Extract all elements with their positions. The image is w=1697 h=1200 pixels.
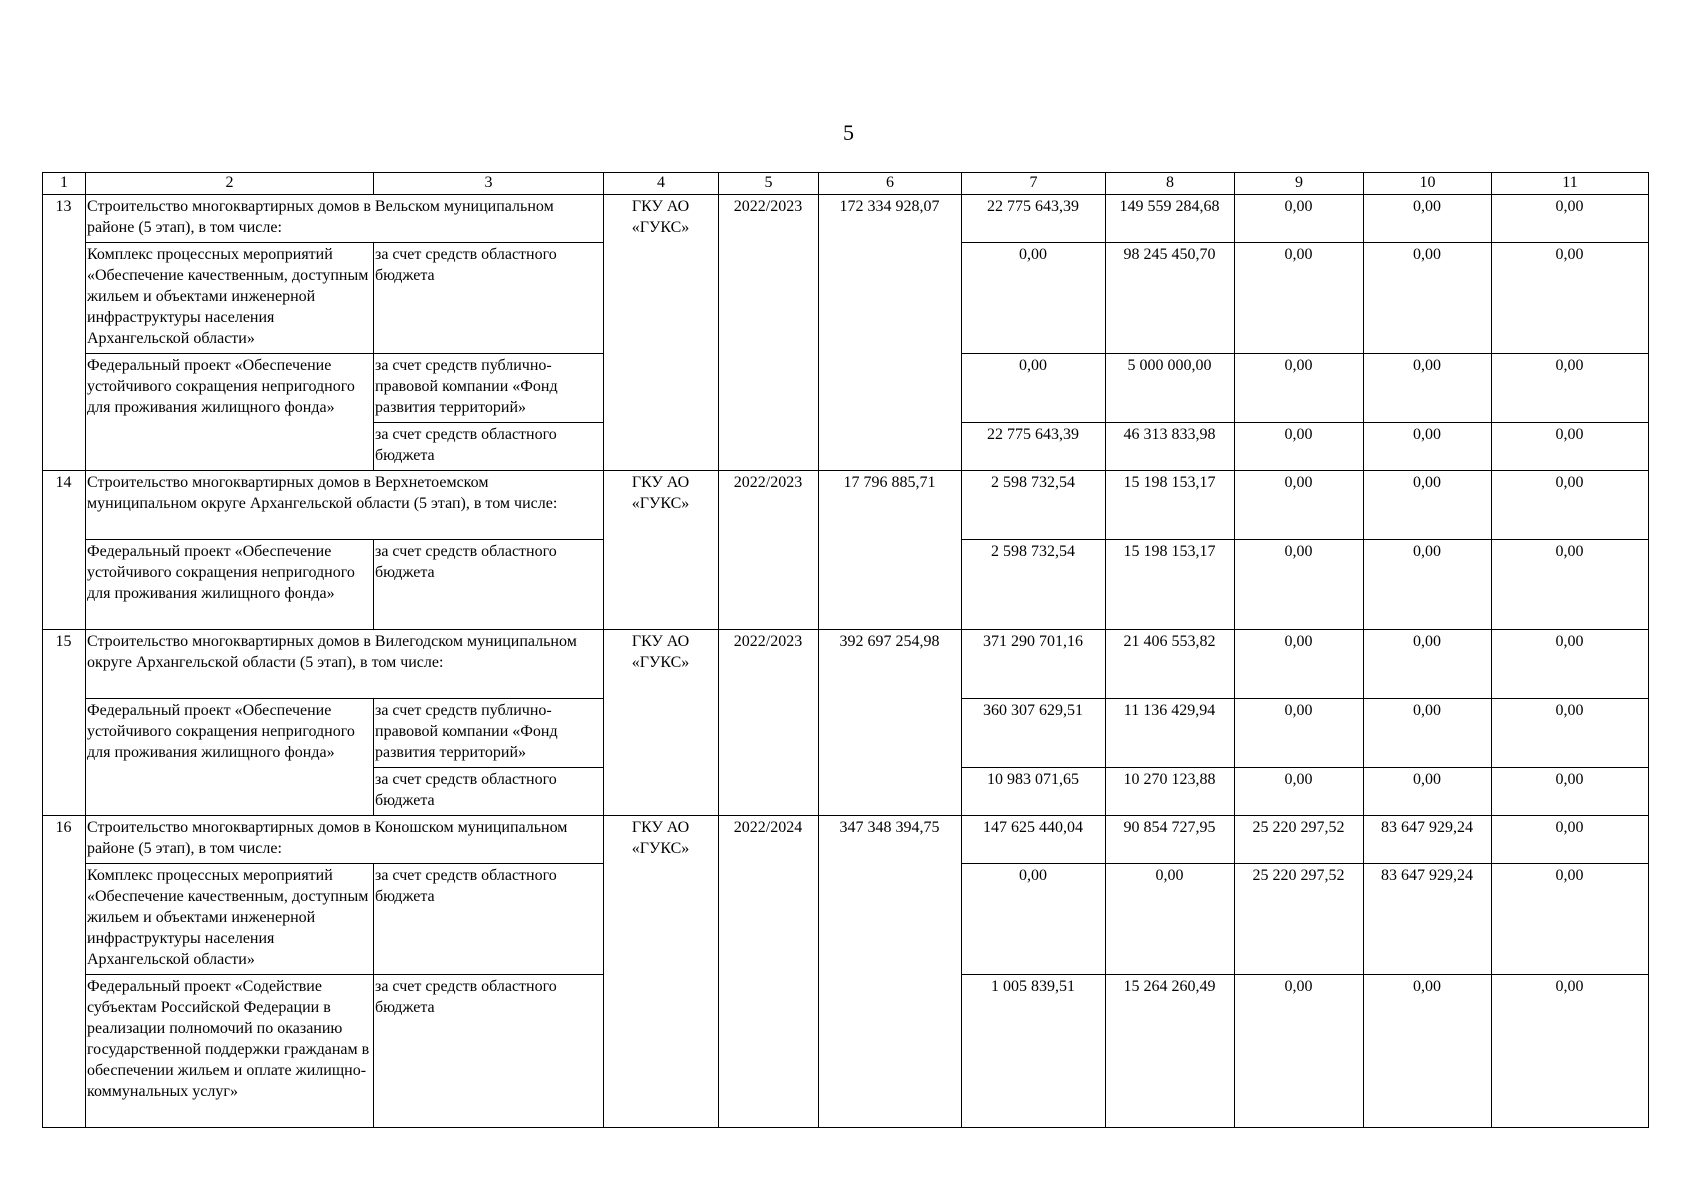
page-number: 5 — [843, 120, 854, 145]
value-cell: 15 198 153,17 — [1106, 471, 1235, 540]
source-cell: за счет средств областного бюджета — [374, 243, 604, 354]
value-cell: 0,00 — [1235, 630, 1364, 699]
value-cell: 25 220 297,52 — [1235, 816, 1364, 864]
column-number: 11 — [1492, 173, 1649, 195]
column-number: 8 — [1106, 173, 1235, 195]
project-cell: Комплекс процессных мероприятий «Обеспечение качественным, доступным жильем и объектами инженерной инфраструктуры населения Архангельской области» — [86, 243, 374, 354]
value-cell: 0,00 — [1235, 243, 1364, 354]
measure-title: Строительство многоквартирных домов в Вельском муниципальном районе (5 этап), в том числе: — [86, 195, 604, 243]
value-cell: 0,00 — [1492, 354, 1649, 423]
value-cell: 0,00 — [1364, 195, 1492, 243]
value-cell: 371 290 701,16 — [962, 630, 1106, 699]
value-cell: 0,00 — [1235, 471, 1364, 540]
measure-title: Строительство многоквартирных домов в Вилегодском муниципальном округе Архангельской области (5 этап), в том числе: — [86, 630, 604, 699]
executor-cell: ГКУ АО «ГУКС» — [604, 816, 719, 1128]
measure-title: Строительство многоквартирных домов в Коношском муниципальном районе (5 этап), в том числе: — [86, 816, 604, 864]
value-cell: 90 854 727,95 — [1106, 816, 1235, 864]
value-cell: 22 775 643,39 — [962, 195, 1106, 243]
table-row — [43, 471, 1649, 540]
project-cell: Комплекс процессных мероприятий «Обеспечение качественным, доступным жильем и объектами инженерной инфраструктуры населения Архангельской области» — [86, 864, 374, 975]
project-cell: Федеральный проект «Обеспечение устойчивого сокращения непригодного для проживания жилищного фонда» — [86, 540, 374, 630]
source-cell: за счет средств публично-правовой компании «Фонд развития территорий» — [374, 354, 604, 423]
total-cell: 172 334 928,07 — [819, 195, 962, 471]
value-cell: 0,00 — [1364, 423, 1492, 471]
source-cell: за счет средств областного бюджета — [374, 540, 604, 630]
value-cell: 10 270 123,88 — [1106, 768, 1235, 816]
value-cell: 0,00 — [962, 864, 1106, 975]
value-cell: 0,00 — [1235, 540, 1364, 630]
source-cell: за счет средств областного бюджета — [374, 975, 604, 1128]
project-cell: Федеральный проект «Обеспечение устойчивого сокращения непригодного для проживания жилищного фонда» — [86, 354, 374, 471]
period-cell: 2022/2023 — [719, 630, 819, 816]
value-cell: 0,00 — [1492, 243, 1649, 354]
project-cell: Федеральный проект «Содействие субъектам Российской Федерации в реализации полномочий по оказанию государственной поддержки гражданам в обеспечении жильем и оплате жилищно-коммунальных услуг» — [86, 975, 374, 1128]
value-cell: 0,00 — [1492, 816, 1649, 864]
value-cell: 0,00 — [1492, 864, 1649, 975]
value-cell: 0,00 — [1492, 195, 1649, 243]
column-number: 1 — [43, 173, 86, 195]
total-cell: 17 796 885,71 — [819, 471, 962, 630]
value-cell: 22 775 643,39 — [962, 423, 1106, 471]
period-cell: 2022/2023 — [719, 195, 819, 471]
value-cell: 0,00 — [962, 243, 1106, 354]
value-cell: 15 198 153,17 — [1106, 540, 1235, 630]
value-cell: 5 000 000,00 — [1106, 354, 1235, 423]
value-cell: 46 313 833,98 — [1106, 423, 1235, 471]
value-cell: 0,00 — [1235, 195, 1364, 243]
value-cell: 0,00 — [1235, 975, 1364, 1128]
column-number: 10 — [1364, 173, 1492, 195]
table-row — [43, 195, 1649, 243]
source-cell: за счет средств публично-правовой компании «Фонд развития территорий» — [374, 699, 604, 768]
budget-table — [42, 172, 1649, 1128]
value-cell: 0,00 — [1364, 699, 1492, 768]
value-cell: 0,00 — [1492, 975, 1649, 1128]
period-cell: 2022/2023 — [719, 471, 819, 630]
value-cell: 15 264 260,49 — [1106, 975, 1235, 1128]
table-row — [43, 630, 1649, 699]
value-cell: 2 598 732,54 — [962, 471, 1106, 540]
value-cell: 25 220 297,52 — [1235, 864, 1364, 975]
value-cell: 0,00 — [1492, 768, 1649, 816]
total-cell: 347 348 394,75 — [819, 816, 962, 1128]
column-number-row — [43, 173, 1649, 195]
value-cell: 10 983 071,65 — [962, 768, 1106, 816]
value-cell: 0,00 — [1492, 630, 1649, 699]
column-number: 9 — [1235, 173, 1364, 195]
value-cell: 83 647 929,24 — [1364, 816, 1492, 864]
row-number: 15 — [43, 630, 86, 816]
column-number: 7 — [962, 173, 1106, 195]
value-cell: 360 307 629,51 — [962, 699, 1106, 768]
column-number: 5 — [719, 173, 819, 195]
column-number: 6 — [819, 173, 962, 195]
value-cell: 0,00 — [1364, 768, 1492, 816]
executor-cell: ГКУ АО «ГУКС» — [604, 195, 719, 471]
value-cell: 0,00 — [1235, 768, 1364, 816]
row-number: 16 — [43, 816, 86, 1128]
column-number: 4 — [604, 173, 719, 195]
source-cell: за счет средств областного бюджета — [374, 864, 604, 975]
value-cell: 11 136 429,94 — [1106, 699, 1235, 768]
table-row — [43, 816, 1649, 864]
measure-title: Строительство многоквартирных домов в Верхнетоемском муниципальном округе Архангельской области (5 этап), в том числе: — [86, 471, 604, 540]
value-cell: 0,00 — [1235, 699, 1364, 768]
value-cell: 0,00 — [1364, 471, 1492, 540]
value-cell: 147 625 440,04 — [962, 816, 1106, 864]
row-number: 14 — [43, 471, 86, 630]
project-cell: Федеральный проект «Обеспечение устойчивого сокращения непригодного для проживания жилищного фонда» — [86, 699, 374, 816]
value-cell: 0,00 — [1492, 540, 1649, 630]
value-cell: 0,00 — [1492, 423, 1649, 471]
value-cell: 0,00 — [1235, 423, 1364, 471]
value-cell: 0,00 — [1235, 354, 1364, 423]
value-cell: 0,00 — [1364, 540, 1492, 630]
value-cell: 83 647 929,24 — [1364, 864, 1492, 975]
value-cell: 21 406 553,82 — [1106, 630, 1235, 699]
column-number: 3 — [374, 173, 604, 195]
source-cell: за счет средств областного бюджета — [374, 423, 604, 471]
value-cell: 0,00 — [1492, 471, 1649, 540]
total-cell: 392 697 254,98 — [819, 630, 962, 816]
executor-cell: ГКУ АО «ГУКС» — [604, 630, 719, 816]
value-cell: 1 005 839,51 — [962, 975, 1106, 1128]
value-cell: 0,00 — [1364, 975, 1492, 1128]
source-cell: за счет средств областного бюджета — [374, 768, 604, 816]
period-cell: 2022/2024 — [719, 816, 819, 1128]
value-cell: 0,00 — [1106, 864, 1235, 975]
value-cell: 0,00 — [1364, 354, 1492, 423]
executor-cell: ГКУ АО «ГУКС» — [604, 471, 719, 630]
value-cell: 0,00 — [1364, 243, 1492, 354]
value-cell: 0,00 — [962, 354, 1106, 423]
value-cell: 0,00 — [1364, 630, 1492, 699]
row-number: 13 — [43, 195, 86, 471]
value-cell: 2 598 732,54 — [962, 540, 1106, 630]
value-cell: 98 245 450,70 — [1106, 243, 1235, 354]
value-cell: 149 559 284,68 — [1106, 195, 1235, 243]
column-number: 2 — [86, 173, 374, 195]
value-cell: 0,00 — [1492, 699, 1649, 768]
